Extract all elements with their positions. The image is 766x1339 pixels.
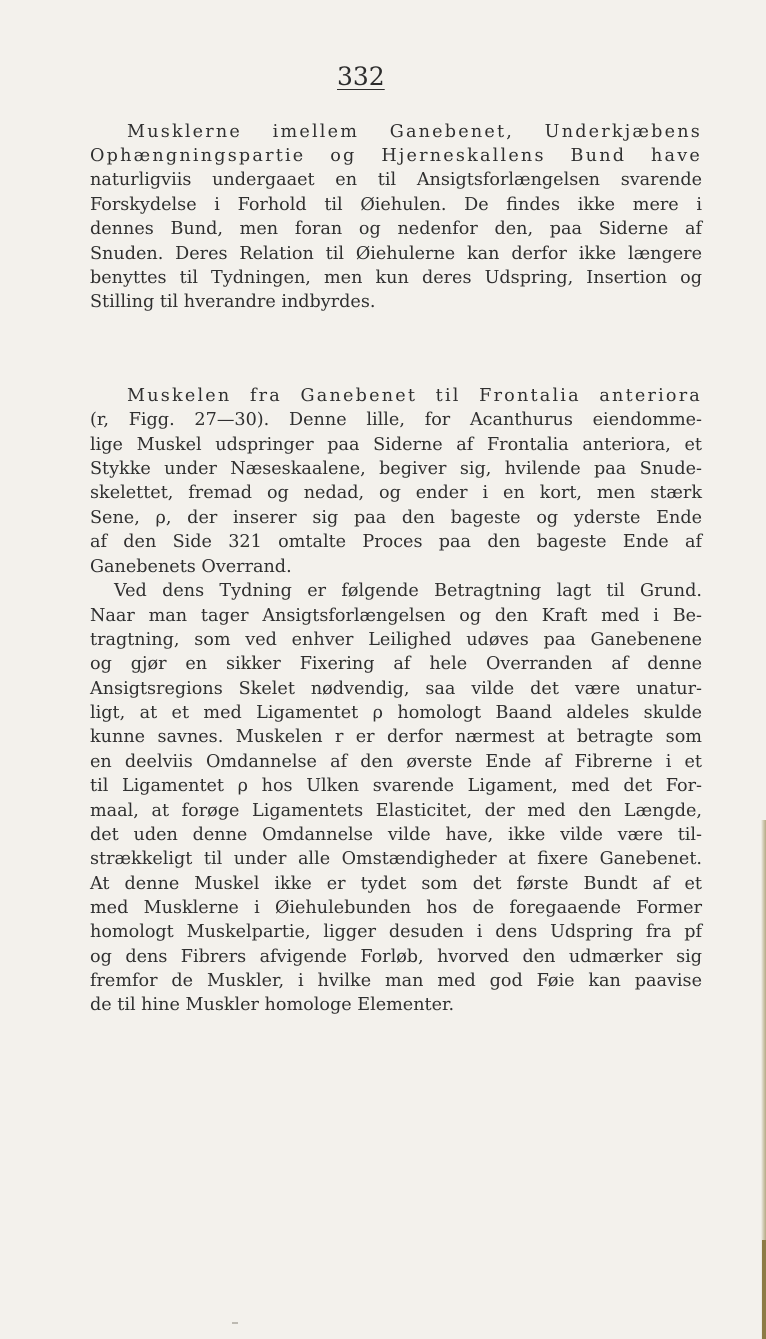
text-line: ligt, at et med Ligamentet ρ homologt Baand aldeles skulde <box>90 703 702 723</box>
text-line: Snuden. Deres Relation til Øiehulerne kan derfor ikke længere <box>90 244 702 264</box>
page-number: 332 <box>337 62 385 91</box>
text-line: Stilling til hverandre indbyrdes. <box>90 292 376 312</box>
text-line: en deelviis Omdannelse af den øverste Ende af Fibrerne i et <box>90 752 702 772</box>
text-line: skelettet, fremad og nedad, og ender i en kort, men stærk <box>90 483 702 503</box>
stray-mark <box>232 1322 238 1324</box>
text-line: benyttes til Tydningen, men kun deres Udspring, Insertion og <box>90 268 702 288</box>
page-edge-dark <box>762 1240 766 1339</box>
text-line: Naar man tager Ansigtsforlængelsen og den Kraft med i Be- <box>90 606 702 626</box>
text-line: maal, at forøge Ligamentets Elasticitet, der med den Længde, <box>90 801 702 821</box>
text-line: Ansigtsregions Skelet nødvendig, saa vilde det være unatur- <box>90 679 702 699</box>
text-line: At denne Muskel ikke er tydet som det første Bundt af et <box>90 874 702 894</box>
text-line: Musklerne imellem Ganebenet, Underkjæbens <box>127 122 702 142</box>
text-line: Ved dens Tydning er følgende Betragtning lagt til Grund. <box>114 581 702 601</box>
text-line: til Ligamentet ρ hos Ulken svarende Ligament, med det For- <box>90 776 702 796</box>
text-line: og gjør en sikker Fixering af hele Overranden af denne <box>90 654 702 674</box>
text-line: homologt Muskelpartie, ligger desuden i dens Udspring fra pf <box>90 922 702 942</box>
text-line: Ganebenets Overrand. <box>90 557 292 577</box>
text-line: Sene, ρ, der inserer sig paa den bageste og yderste Ende <box>90 508 702 528</box>
text-line: dennes Bund, men foran og nedenfor den, paa Siderne af <box>90 219 702 239</box>
text-line: lige Muskel udspringer paa Siderne af Frontalia anteriora, et <box>90 435 702 455</box>
text-line: af den Side 321 omtalte Proces paa den bageste Ende af <box>90 532 702 552</box>
text-line: naturligviis undergaaet en til Ansigtsforlængelsen svarende <box>90 170 702 190</box>
text-line: Forskydelse i Forhold til Øiehulen. De findes ikke mere i <box>90 195 702 215</box>
text-line: (r, Figg. 27—30). Denne lille, for Acanthurus eiendomme- <box>90 410 702 430</box>
text-line: og dens Fibrers afvigende Forløb, hvorved den udmærker sig <box>90 947 702 967</box>
text-line: de til hine Muskler homologe Elementer. <box>90 995 455 1015</box>
text-line: strækkeligt til under alle Omstændigheder at fixere Ganebenet. <box>90 849 702 869</box>
text-line: med Musklerne i Øiehulebunden hos de foregaaende Former <box>90 898 702 918</box>
text-line: kunne savnes. Muskelen r er derfor nærmest at betragte som <box>90 727 702 747</box>
text-line: fremfor de Muskler, i hvilke man med god Føie kan paavise <box>90 971 702 991</box>
text-line: Stykke under Næseskaalene, begiver sig, hvilende paa Snude- <box>90 459 702 479</box>
text-line: det uden denne Omdannelse vilde have, ikke vilde være til- <box>90 825 702 845</box>
text-line: Ophængningspartie og Hjerneskallens Bund have <box>90 146 702 166</box>
text-line: tragtning, som ved enhver Leilighed udøves paa Ganebenene <box>90 630 702 650</box>
text-line: Muskelen fra Ganebenet til Frontalia anteriora <box>127 386 702 406</box>
